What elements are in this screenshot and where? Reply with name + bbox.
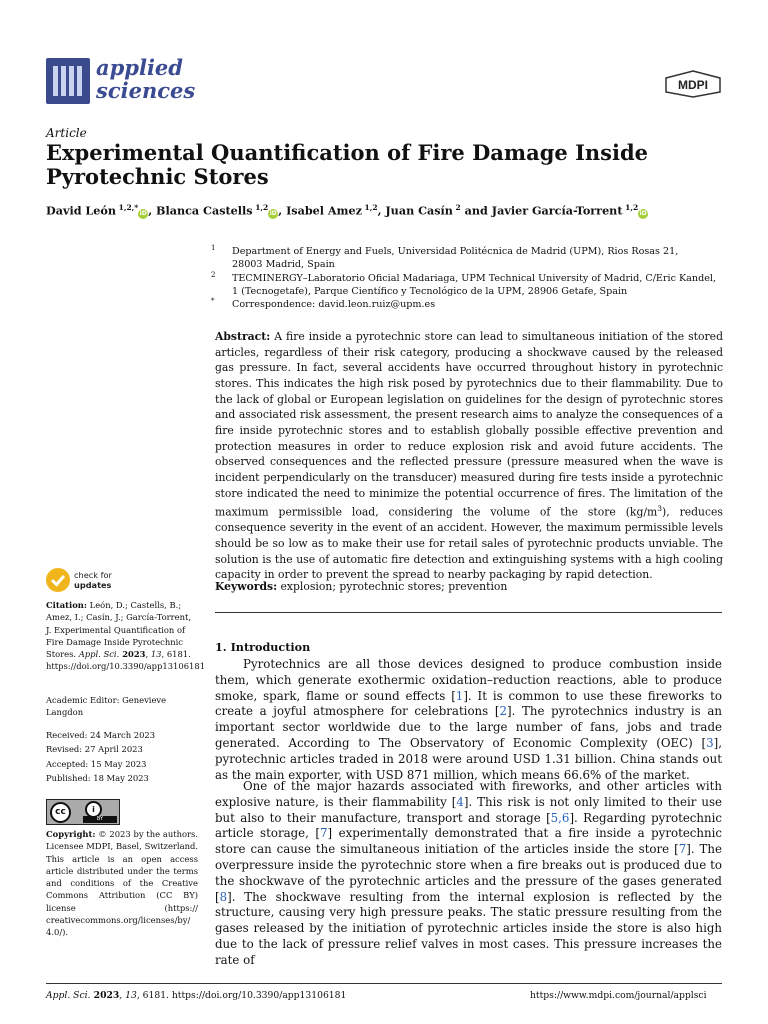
citation-link[interactable]: 3 [706,735,714,750]
publisher-name: MDPI [678,78,708,92]
author-name[interactable]: David León [46,203,116,218]
author-list: David León $^{1,2,*}$iD, Blanca Castells $^{1,2}$iD, Isabel Amez $^{1,2}$, Juan Casín $^2$ and Javier García-Torrent $^{1,2}$iD [46,203,647,218]
citation-link[interactable]: 8 [219,889,228,904]
citation-link[interactable]: 7 [678,842,687,857]
affiliation-3: * Correspondence: david.leon.ruiz@upm.es [211,297,436,310]
accepted-date: Accepted: 15 May 2023 [46,759,147,769]
footer-citation: Appl. Sci. 2023, 13, 6181. https://doi.org/10.3390/app13106181 [46,990,347,1001]
journal-name[interactable]: applied sciences [96,55,196,103]
journal-logo [46,58,90,104]
published-date: Published: 18 May 2023 [46,773,149,783]
orcid-icon[interactable]: iD [139,209,147,217]
citation-link[interactable]: 1 [455,688,464,703]
paragraph-1: Pyrotechnics are all those devices designed to produce combustion inside them, which generate exothermic oxidation–reduction reactions, able to produce smoke, spark, flame or sound effects [1]. It is common to use these fireworks to create a joyful atmosphere for celebrations [2]. The pyrotechnics industry is an important sector worldwide due to the large number of fans, jobs and trade generated. According to The Observatory of Economic Complexity (OEC) [3], pyrotechnic articles traded in 2018 were around USD 1.31 billion. China stands out as the main exporter, with USD 871 million, which means 66.6% of the market. [215,657,723,782]
citation-link[interactable]: 4 [456,794,464,809]
footer-journal-link[interactable]: https://www.mdpi.com/journal/applsci [530,990,707,1001]
affiliation-1: 1 Department of Energy and Fuels, Universidad Politécnica de Madrid (UPM), Rios Rosas 21, 28003 Madrid, Spain [211,244,679,270]
article-type: Article [46,126,87,140]
check-for-updates-button[interactable]: check for updates [46,568,126,594]
abstract: Abstract: A fire inside a pyrotechnic store can lead to simultaneous initiation of the stored articles, regardless of their risk category, producing a shockwave caused by the released gas pressure. In fact, several accidents have occurred throughout history in pyrotechnic stores. This indicates the high risk posed by pyrotechnics due to their flammability. Due to the lack of global or European legislation on guidelines for the design of pyrotechnic stores and associated risk assessment, the present research aims to analyze the consequences of a fire inside pyrotechnic stores and to establish globally possible effective prevention and protection measures in order to reduce explosion risk and avoid future accidents. The observed consequences and the reflected pressure (pressure measured when the wave is incident perpendicularly on the transducer) measured during fire tests inside a pyrotechnic store indicated the need to minimize the potential occurrence of fires. The limitation of the maximum permissible load, considering the volume of the store $(kg/m^3)$, reduces consequence severity in the event of an accident. However, the maximum permissible levels should be so low as to make their use for retail sales of pyrotechnic products unviable. The solution is the use of automatic fire detection and extinguishing systems with a high cooling capacity in order to prevent the spread to nearby packaging by rapid detection. [215,330,723,582]
author-name[interactable]: Javier García-Torrent [491,203,623,218]
page-title: Experimental Quantification of Fire Damage Inside Pyrotechnic Stores [46,140,649,189]
author-name[interactable]: Blanca Castells [156,203,253,218]
received-date: Received: 24 March 2023 [46,730,156,740]
mdpi-logo[interactable] [664,70,722,98]
author-name[interactable]: Isabel Amez [286,203,362,218]
divider [215,612,722,613]
citation-link[interactable]: 5,6 [550,810,570,825]
affiliation-2: 2 TECMINERGY–Laboratorio Oficial Madariaga, UPM Technical University of Madrid, C/Eric Kandel, 1 (Tecnogetafe), Parque Científico y Tecnológico de la UPM, 28906 Getafe, Spain [211,271,717,297]
section-heading: 1. Introduction [215,640,311,654]
paragraph-2: One of the major hazards associated with fireworks, and other articles with explosive nature, is their flammability [4]. This risk is not only limited to their use but also to their manufacture, transport and storage [5,6]. Regarding pyrotechnic article storage, [7] experimentally demonstrated that a fire inside a pyrotechnic store can cause the simultaneous initiation of the articles inside the store [7]. The overpressure inside the pyrotechnic store when a fire breaks out is produced due to the shockwave of the pyrotechnic articles and the pressure of the gases generated [8]. The shockwave resulting from the internal explosion is reflected by the structure, causing very high pressure peaks. The static pressure resulting from the gases released by the initiation of pyrotechnic articles inside the store is also high due to the lack of pressure relief valves in most cases. This pressure increases the rate of [215,779,722,967]
footer-divider [46,983,722,984]
author-name[interactable]: Juan Casín [385,203,453,218]
cc-license-icon[interactable]: cc i BY [46,799,120,825]
orcid-icon[interactable]: iD [269,209,277,217]
academic-editor: Academic Editor: Genevieve Langdon [46,695,167,718]
citation-link[interactable]: 2 [499,704,507,719]
keywords: Keywords: explosion; pyrotechnic stores; prevention [215,580,508,593]
revised-date: Revised: 27 April 2023 [46,744,143,754]
orcid-icon[interactable]: iD [639,209,647,217]
citation: Citation: León, D.; Castells, B.; Amez, I.; Casín, J.; García-Torrent, J. Experimental Quantification of Fire Damage Inside Pyrotechnic Stores. Appl. Sci. 2023, 13, 6181. https://doi.org/10.3390/app13106181 [46,600,206,672]
check-for-updates-icon [46,568,70,592]
copyright: Copyright: © 2023 by the authors. Licensee MDPI, Basel, Switzerland. This article is an open access article distributed under the terms and conditions of the Creative Commons Attribution (CC BY) license (https:// creativecommons.org/licenses/by/ 4.0/). [46,829,198,938]
citation-link[interactable]: 7 [320,826,328,841]
abstract-label: Abstract: [215,330,271,343]
